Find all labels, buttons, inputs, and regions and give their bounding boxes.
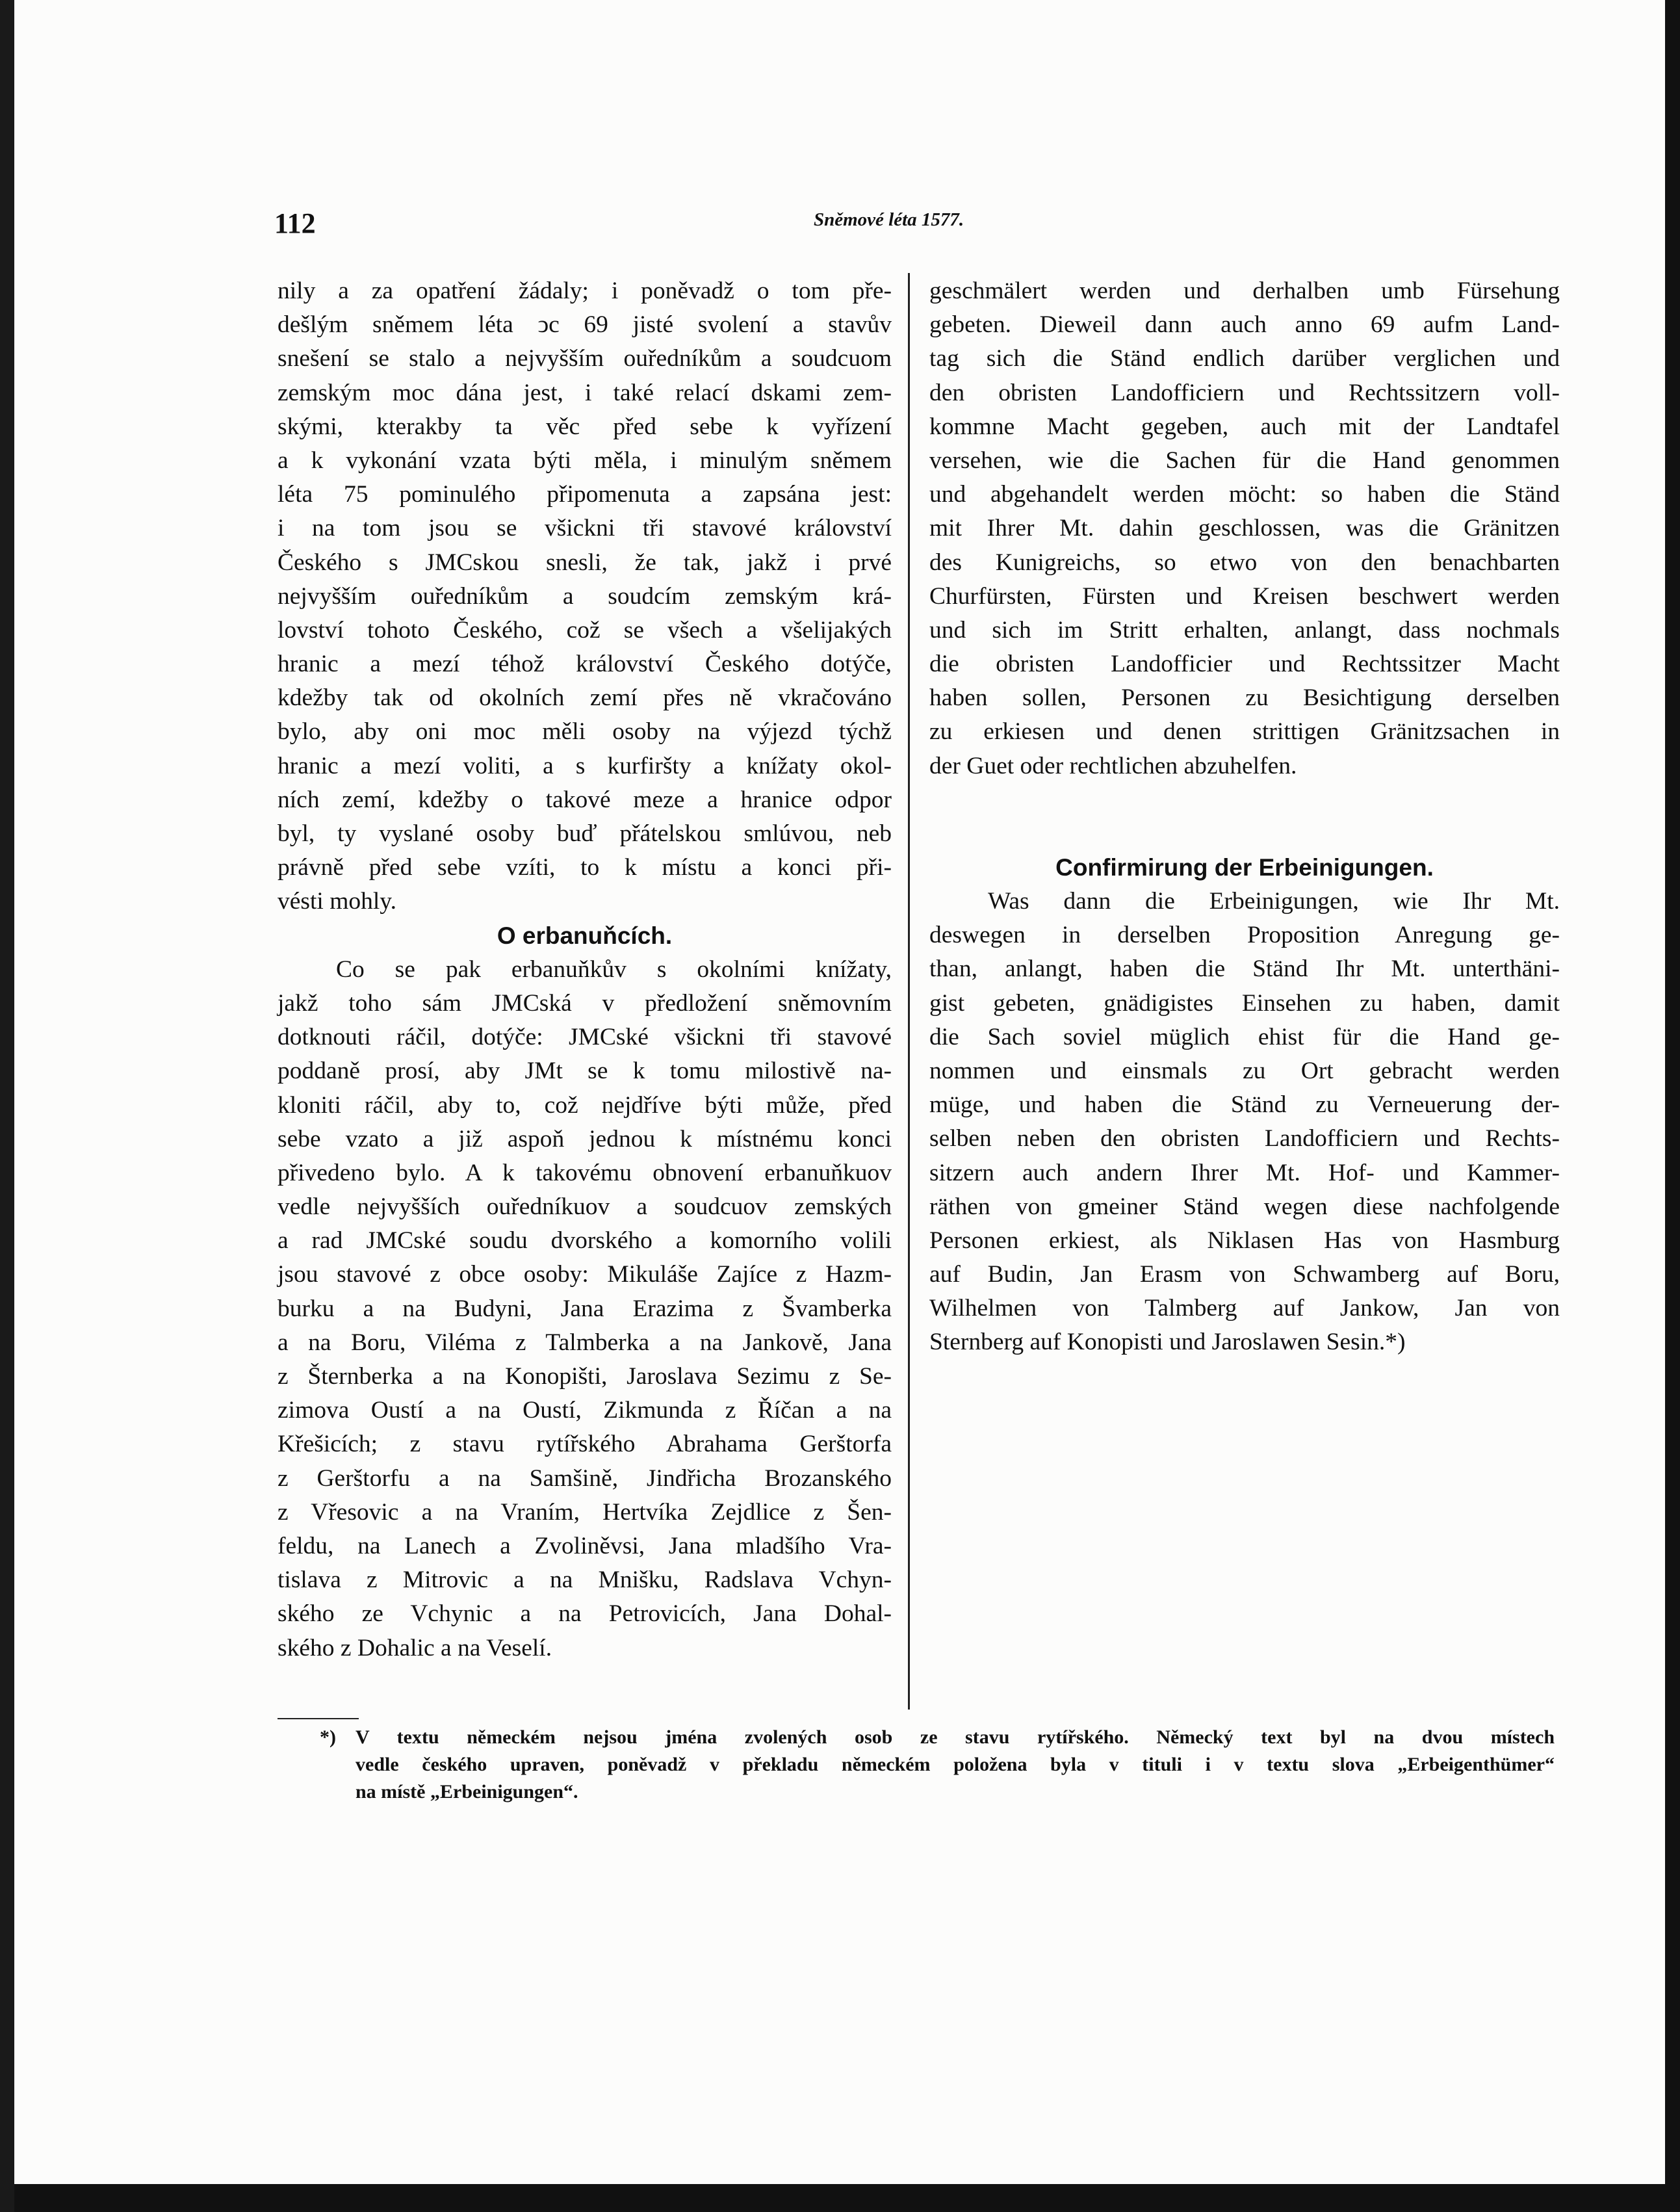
text-line: hranic a mezí voliti, a s kurfiršty a knížaty okol-: [278, 752, 892, 779]
text-line: nily a za opatření žádaly; i poněvadž o tom pře-: [278, 278, 892, 304]
text-line: Churfürsten, Fürsten und Kreisen beschwert werden: [929, 582, 1560, 610]
german-paragraph-1: [929, 274, 1560, 783]
text-line: auf Budin, Jan Erasm von Schwamberg auf Boru,: [929, 1261, 1560, 1288]
german-section-heading: Confirmirung der Erbeinigungen.: [1055, 853, 1434, 881]
text-line: jsou stavové z obce osoby: Mikuláše Zajíce z Hazm-: [278, 1261, 892, 1288]
text-line: deswegen in derselben Proposition Anregung ge-: [929, 922, 1560, 949]
text-line: tag sich die Ständ endlich darüber verglichen und: [929, 345, 1560, 372]
text-line: geschmälert werden und derhalben umb Fürsehung: [929, 278, 1560, 304]
text-line: léta 75 pominulého připomenuta a zapsána jest:: [278, 481, 892, 508]
text-line: Wilhelmen von Talmberg auf Jankow, Jan von: [929, 1295, 1560, 1322]
text-line: z Šternberka a na Konopišti, Jaroslava Sezimu z Se-: [278, 1363, 892, 1390]
text-line: a rad JMCské soudu dvorského a komorního volili: [278, 1227, 892, 1255]
text-line: i na tom jsou se všickni tři stavové království: [278, 515, 892, 542]
czech-paragraph-2: [278, 953, 892, 1665]
text-line: versehen, wie die Sachen für die Hand genommen: [929, 447, 1560, 474]
text-line: z Gerštorfu a na Samšině, Jindřicha Brozanského: [278, 1464, 892, 1492]
text-line: sitzern auch andern Ihrer Mt. Hof- und Kammer-: [929, 1159, 1560, 1186]
text-line: Was dann die Erbeinigungen, wie Ihr Mt.: [988, 888, 1560, 915]
text-line: ních zemí, kdežby o takové meze a hranice odpor: [278, 786, 892, 813]
text-line: snešení se stalo a nejvyšším ouředníkům a soudcuom: [278, 345, 892, 372]
czech-paragraph-1: [278, 274, 892, 919]
text-line: a k vykonání vzata býti měla, i minulým sněmem: [278, 447, 892, 474]
text-line: müge, und haben die Ständ zu Verneuerung der-: [929, 1091, 1560, 1119]
german-paragraph-2: [929, 885, 1560, 1360]
document-page: [14, 0, 1665, 2184]
text-line: than, anlangt, haben die Ständ Ihr Mt. unterthäni-: [929, 956, 1560, 983]
text-line: jakž toho sám JMCská v předložení sněmovním: [278, 989, 892, 1017]
footnote-line: vedle českého upraven, poněvadž v překladu německém položena byla v tituli i v textu slova „Erbeigenthümer“: [355, 1754, 1555, 1775]
column-gap: [929, 783, 1560, 851]
text-line: räthen von gmeiner Ständ wegen diese nachfolgende: [929, 1193, 1560, 1220]
text-line: dešlým sněmem léta ↄc 69 jisté svolení a stavův: [278, 311, 892, 339]
text-line: zu erkiesen und denen strittigen Gränitzsachen in: [929, 718, 1560, 746]
page-number: 112: [274, 207, 316, 239]
text-line: nommen und einsmals zu Ort gebracht werden: [929, 1057, 1560, 1084]
text-line: den obristen Landofficiern und Rechtssitzern voll-: [929, 379, 1560, 406]
text-line: gebeten. Dieweil dann auch anno 69 aufm Land-: [929, 311, 1560, 339]
text-line: und abgehandelt werden möcht: so haben die Ständ: [929, 481, 1560, 508]
text-line: a na Boru, Viléma z Talmberka a na Jankově, Jana: [278, 1329, 892, 1356]
text-line: sebe vzato a již aspoň jednou k místnému konci: [278, 1125, 892, 1152]
text-line: Sternberg auf Konopisti und Jaroslawen Sesin.*): [929, 1329, 1406, 1356]
text-line: gist gebeten, gnädigistes Einsehen zu haben, damit: [929, 989, 1560, 1017]
text-line: zemským moc dána jest, i také relací dskami zem-: [278, 379, 892, 406]
text-line: byl, ty vyslané osoby buď přátelskou smlúvou, neb: [278, 820, 892, 847]
text-line: die Sach soviel müglich ehist für die Hand ge-: [929, 1023, 1560, 1050]
footnote-body: [355, 1724, 1555, 1806]
text-line: mit Ihrer Mt. dahin geschlossen, was die Gränitzen: [929, 515, 1560, 542]
text-line: die obristen Landofficier und Rechtssitzer Macht: [929, 651, 1560, 678]
text-line: ského ze Vchynic a na Petrovicích, Jana Dohal-: [278, 1600, 892, 1628]
footnote-marker: *): [320, 1726, 336, 1748]
text-line: kdežby tak od okolních zemí přes ně vkračováno: [278, 684, 892, 712]
text-line: burku a na Budyni, Jana Erazima z Švamberka: [278, 1295, 892, 1322]
text-line: Českého s JMCskou snesli, že tak, jakž i prvé: [278, 549, 892, 576]
text-line: haben sollen, Personen zu Besichtigung derselben: [929, 684, 1560, 712]
running-title: Sněmové léta 1577.: [814, 209, 964, 230]
text-line: selben neben den obristen Landofficiern und Rechts-: [929, 1125, 1560, 1152]
text-line: právně před sebe vzíti, to k místu a konci při-: [278, 854, 892, 881]
text-line: ského z Dohalic a na Veselí.: [278, 1634, 552, 1661]
text-line: lovství tohoto Českého, což se všech a všelijakých: [278, 616, 892, 644]
text-line: und sich im Stritt erhalten, anlangt, dass nochmals: [929, 616, 1560, 644]
text-line: zimova Oustí a na Oustí, Zikmunda z Říčan a na: [278, 1397, 892, 1424]
czech-column: [278, 274, 892, 1665]
text-line: feldu, na Lanech a Zvoliněvsi, Jana mladšího Vra-: [278, 1532, 892, 1559]
czech-section-heading: O erbanuňcích.: [497, 922, 673, 949]
text-line: nejvyšším ouředníkům a soudcím zemským krá-: [278, 582, 892, 610]
text-line: tislava z Mitrovic a na Mnišku, Radslava Vchyn-: [278, 1567, 892, 1594]
footnote-rule: [278, 1718, 359, 1719]
text-line: poddaně prosí, aby JMt se k tomu milostivě na-: [278, 1058, 892, 1085]
text-line: vedle nejvyšších ouředníkuov a soudcuov zemských: [278, 1193, 892, 1221]
text-line: der Guet oder rechtlichen abzuhelfen.: [929, 752, 1297, 779]
text-line: hranic a mezí téhož království Českého dotýče,: [278, 651, 892, 678]
footnote-line: na místě „Erbeinigungen“.: [355, 1781, 578, 1802]
scan-left-edge: [0, 0, 14, 2212]
text-line: Personen erkiest, als Niklasen Has von Hasmburg: [929, 1227, 1560, 1254]
text-line: skými, kterakby ta věc před sebe k vyřízení: [278, 413, 892, 440]
text-line: des Kunigreichs, so etwo von den benachbarten: [929, 549, 1560, 576]
text-line: přivedeno bylo. A k takovému obnovení erbanuňkuov: [278, 1159, 892, 1186]
text-line: dotknouti ráčil, dotýče: JMCské všickni tři stavové: [278, 1024, 892, 1051]
text-line: Co se pak erbanuňkův s okolními knížaty,: [336, 956, 892, 983]
column-divider: [908, 273, 910, 1710]
text-line: bylo, aby oni moc měli osoby na výjezd týchž: [278, 718, 892, 746]
german-column: [929, 274, 1560, 1360]
text-line: Křešicích; z stavu rytířského Abrahama Gerštorfa: [278, 1431, 892, 1458]
text-line: vésti mohly.: [278, 888, 396, 915]
footnote: [320, 1724, 1555, 1806]
text-line: kloniti ráčil, aby to, což nejdříve býti může, před: [278, 1091, 892, 1119]
text-line: z Vřesovic a na Vraním, Hertvíka Zejdlice z Šen-: [278, 1498, 892, 1526]
text-line: kommne Macht gegeben, auch mit der Landtafel: [929, 413, 1560, 440]
footnote-line: V textu německém nejsou jména zvolených osob ze stavu rytířského. Německý text byl na dvou místech: [355, 1726, 1555, 1748]
